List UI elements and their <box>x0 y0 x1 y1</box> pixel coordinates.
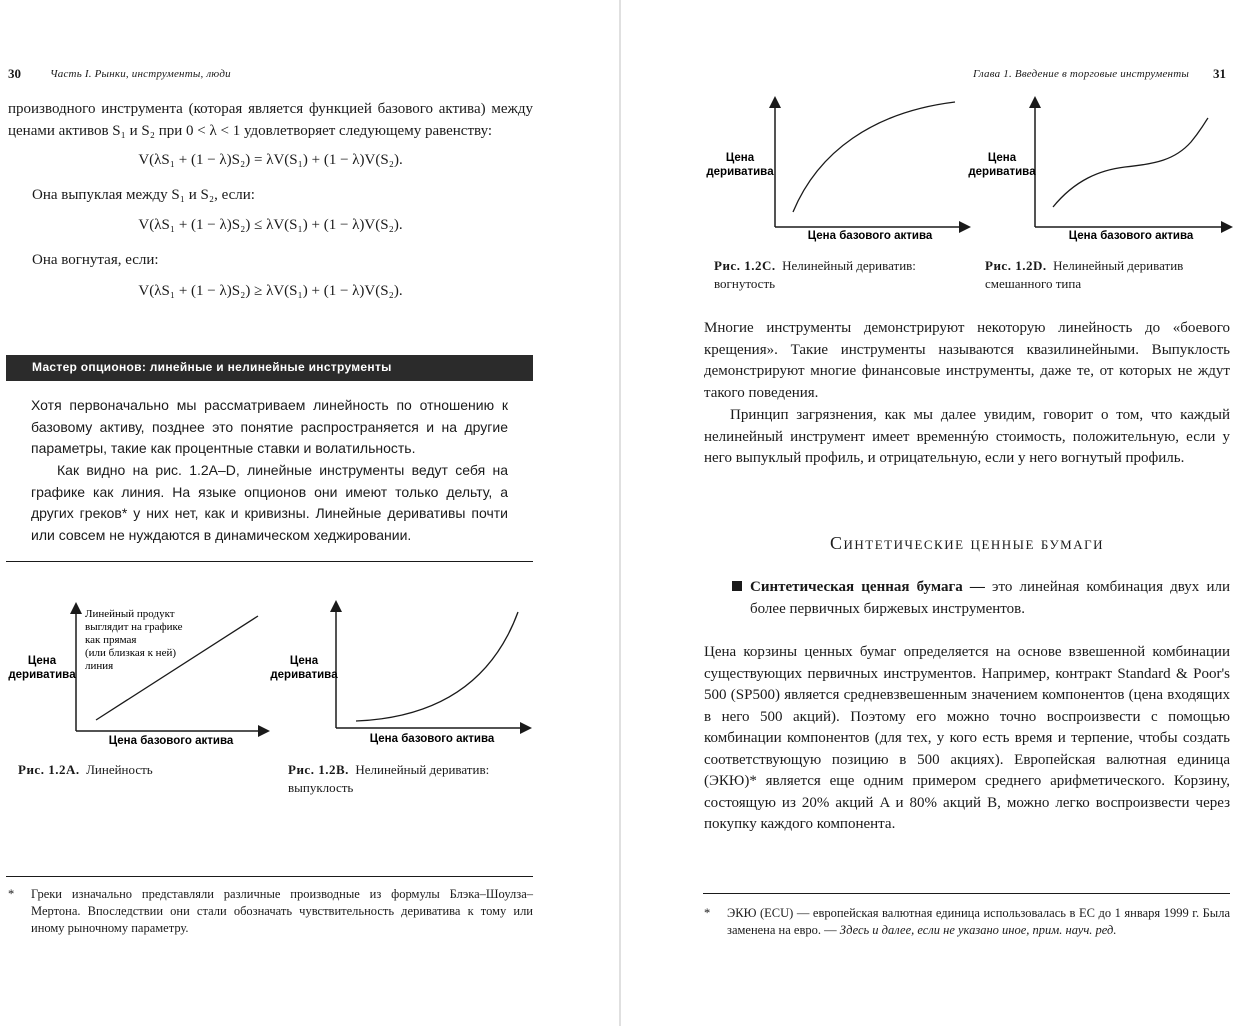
footnote: Греки изначально представляли различные производные из формулы Блэка–Шоулза–Мертона. Впоследствии они стали обозначать чувствительность дериватива к тому или иному рыночному параметру. <box>31 887 533 935</box>
sidebar-box-title: Мастер опционов: линейные и нелинейные инструменты <box>6 355 533 381</box>
svg-text:Линейный продукт: Линейный продукт <box>85 608 175 620</box>
running-head: Часть I. Рынки, инструменты, люди <box>50 68 231 80</box>
convex-curve <box>356 612 518 721</box>
running-head: Глава 1. Введение в торговые инструменты <box>973 68 1189 80</box>
sidebar-paragraph: Как видно на рис. 1.2A–D, линейные инструменты ведут себя на графике как линия. На языке опционов они имеют только дельту, а других греков* у них нет, как и кривизны. Линейные деривативы почти или совсем не нуждаются в динамическом хеджировании. <box>31 462 508 543</box>
figure-caption: Рис. 1.2A. Линейность <box>18 762 153 777</box>
page-number: 30 <box>8 66 21 81</box>
svg-text:как прямая: как прямая <box>85 634 137 646</box>
figure-caption: Рис. 1.2B. Нелинейный дериватив: выпуклость <box>288 762 490 795</box>
y-label: Цена <box>987 152 1017 164</box>
figure-caption: Рис. 1.2D. Нелинейный дериватив смешанного типа <box>985 258 1184 291</box>
concave-curve <box>793 102 955 212</box>
footnote-mark: * <box>8 887 15 901</box>
paragraph: Она вогнутая, если: <box>32 252 159 268</box>
paragraph: производного инструмента (которая является функцией базового актива) между ценами активов S₁ и S₂ при 0 < λ < 1 удовлетворяет следующему равенству: <box>8 101 533 139</box>
footnote-rule <box>6 876 533 877</box>
y-label: Цена <box>27 655 57 667</box>
footnote-rule <box>703 893 1230 894</box>
x-label: Цена базового актива <box>108 735 234 747</box>
formula-concave: V(λS₁ + (1 − λ)S₂) ≥ λV(S₁) + (1 − λ)V(S₂). <box>138 283 403 299</box>
mixed-curve <box>1053 118 1208 207</box>
divider <box>6 561 533 562</box>
y-label: Цена <box>289 655 319 667</box>
footnote-mark: * <box>704 906 711 920</box>
formula-linear: V(λS₁ + (1 − λ)S₂) = λV(S₁) + (1 − λ)V(S₂). <box>138 152 403 168</box>
figure-1-2a <box>6 598 276 748</box>
definition: Синтетическая ценная бумага — это линейная комбинация двух или более первичных биржевых инструментов. <box>750 579 1230 617</box>
x-label: Цена базового актива <box>1068 230 1194 242</box>
y-label: деривативa <box>706 166 774 178</box>
formula-convex: V(λS₁ + (1 − λ)S₂) ≤ λV(S₁) + (1 − λ)V(S₂). <box>138 217 403 233</box>
bullet-square-icon <box>732 581 742 591</box>
y-label: деривативa <box>968 166 1036 178</box>
section-title: Синтетические ценные бумаги <box>830 533 1104 553</box>
footnote: ЭКЮ (ECU) — европейская валютная единица использовалась в ЕС до 1 января 1999 г. Была заменена на евро. — Здесь и далее, если не указано иное, прим. науч. ред. <box>727 906 1230 937</box>
paragraph: Цена корзины ценных бумаг определяется на основе взвешенной комбинации существующих первичных инструментов. Например, контракт Standard & Poor's 500 (SP500) является средневзвешенным значением компонентов (цена входящих в него 500 акций). Поэтому его можно точно воспроизвести с помощью комбинации компонентов (для тех, у кого есть время и терпение, чтобы создать соответствующую позицию в 500 акциях). Европейская валютная единица (ЭКЮ)* является еще одним примером среднего арифметического. Корзину, состоящую из 20% акций A и 80% акций B, можно легко воспроизвести через покупку каждого компонента. <box>704 644 1230 832</box>
y-label: деривативa <box>270 669 338 681</box>
figure-caption: Рис. 1.2C. Нелинейный дериватив: вогнутость <box>714 258 916 291</box>
paragraph: Она выпуклая между S₁ и S₂, если: <box>32 187 255 203</box>
paragraph: Принцип загрязнения, как мы далее увидим, говорит о том, что каждый нелинейный инструмент имеет временнýю стоимость, положительную, если у него выпуклый профиль, и отрицательную, если у него вогнутый профиль. <box>704 407 1230 466</box>
svg-text:выглядит на графике: выглядит на графике <box>85 621 183 633</box>
figure-1-2d <box>965 92 1235 252</box>
left-page <box>0 0 620 1026</box>
annotation <box>85 608 183 672</box>
figure-1-2b <box>270 598 535 748</box>
paragraph: Многие инструменты демонстрируют некоторую линейность до «боевого крещения». Такие инструменты называются квазилинейными. Выпуклость демонстрируют многие финансовые инструменты, даже те, от которых не ждут такого поведения. <box>704 320 1230 401</box>
page-number: 31 <box>1213 66 1226 81</box>
y-label: Цена <box>725 152 755 164</box>
svg-text:линия: линия <box>85 660 114 672</box>
x-label: Цена базового актива <box>369 733 495 745</box>
figure-1-2c <box>703 92 973 252</box>
x-label: Цена базового актива <box>807 230 933 242</box>
right-page <box>621 0 1241 1026</box>
sidebar-paragraph: Хотя первоначально мы рассматриваем линейность по отношению к базовому активу, позднее это понятие распространяется и на другие параметры, такие как процентные ставки и волатильность. <box>31 397 508 457</box>
svg-text:(или близкая к ней): (или близкая к ней) <box>85 647 177 659</box>
y-label: деривативa <box>8 669 76 681</box>
